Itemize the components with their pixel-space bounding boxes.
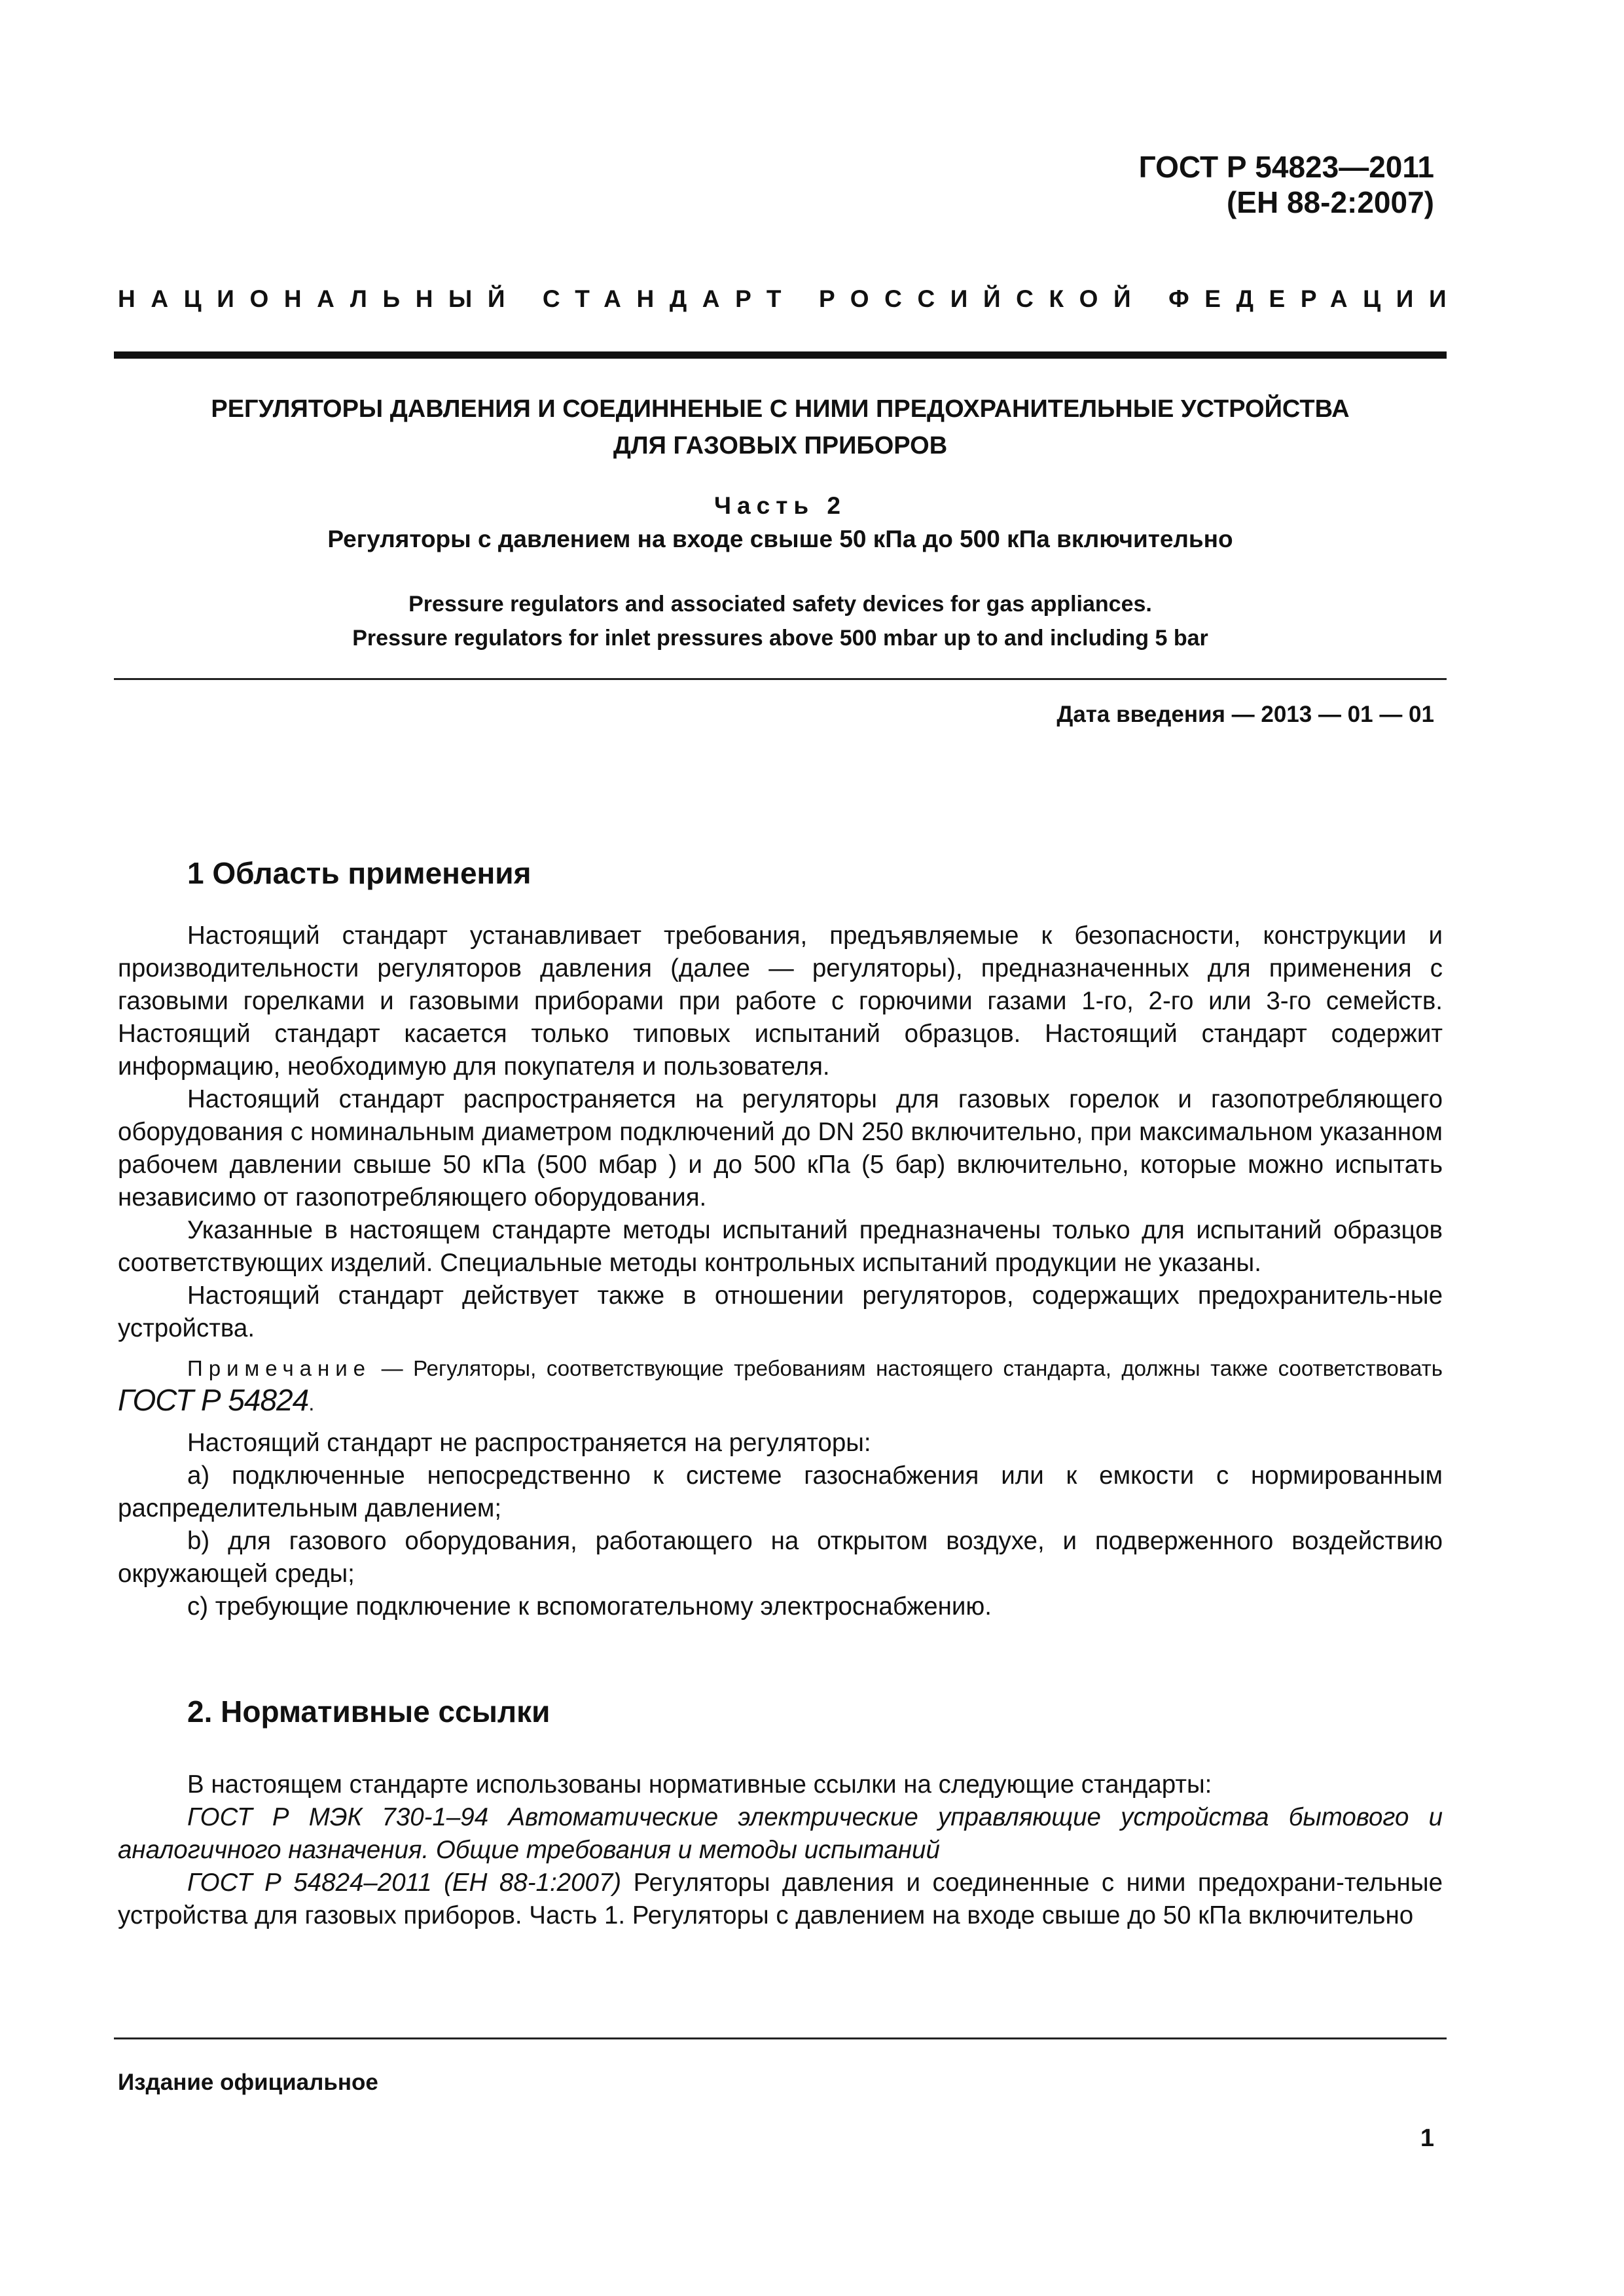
official-edition-label: Издание официальное <box>118 2070 378 2095</box>
document-designation <box>1139 149 1434 220</box>
note-label: Примечание <box>187 1356 372 1380</box>
footer-divider <box>114 2037 1447 2039</box>
note-end: . <box>308 1391 315 1415</box>
section-2-heading: 2. Нормативные ссылки <box>187 1695 550 1729</box>
english-title <box>114 587 1447 655</box>
section-2-paragraph-1: В настоящем стандарте использованы нормативные ссылки на следующие стандарты: <box>187 1770 1212 1799</box>
reference-1: ГОСТ Р МЭК 730-1–94 Автоматические электрические управляющие устройства бытового и аналогичного назначения. Общие требования и методы испытаний <box>118 1803 1443 1864</box>
reference-2 <box>118 1867 1443 1932</box>
section-2-body <box>118 1768 1443 1932</box>
introduction-date: Дата введения — 2013 — 01 — 01 <box>1056 702 1434 727</box>
title-line-2: ДЛЯ ГАЗОВЫХ ПРИБОРОВ <box>613 432 948 459</box>
gost-number: ГОСТ Р 54823—2011 <box>1138 150 1434 184</box>
title-divider <box>114 678 1447 680</box>
section-1-paragraph-3: Указанные в настоящем стандарте методы испытаний предназначены только для испытаний образцов соответствующих изделий. Специальные методы контрольных испытаний продукции не указаны. <box>118 1216 1443 1277</box>
part-label: Часть 2 <box>714 492 846 519</box>
section-1-paragraph-5: Настоящий стандарт не распространяется на регуляторы: <box>187 1429 871 1457</box>
en-number: (ЕН 88-2:2007) <box>1226 185 1434 219</box>
section-1-heading: 1 Область применения <box>187 856 532 890</box>
reference-2-code: ГОСТ Р 54824–2011 (ЕН 88-1:2007) <box>187 1869 622 1897</box>
list-item-a: а) подключенные непосредственно к системе газоснабжения или к емкости с нормированным распределительным давлением; <box>118 1462 1443 1522</box>
section-1-paragraph-1: Настоящий стандарт устанавливает требования, предъявляемые к безопасности, конструкции и производительности регуляторов давления (далее — регуляторы), предназначенных для применения с газовыми горелками и газовыми приборами при работе с горючими газами 1-го, 2-го или 3-го семейств. Настоящий стандарт касается только типовых испытаний образцов. Настоящий стандарт содержит информацию, необходимую для покупателя и пользователя. <box>118 922 1443 1081</box>
english-title-line-1: Pressure regulators and associated safety devices for gas appliances. <box>408 592 1152 617</box>
reference-2-text: Регуляторы давления и соединенные с ними предохрани-тельные устройства для газовых приборов. Часть 1. Регуляторы с давлением на входе свыше до 50 кПа включительно <box>118 1869 1443 1929</box>
document-title <box>114 391 1447 464</box>
note <box>118 1353 1443 1419</box>
title-line-1: РЕГУЛЯТОРЫ ДАВЛЕНИЯ И СОЕДИННЕНЫЕ С НИМИ ПРЕДОХРАНИТЕЛЬНЫЕ УСТРОЙСТВА <box>211 395 1350 423</box>
section-1-paragraph-2: Настоящий стандарт распространяется на регуляторы для газовых горелок и газопотребляющего оборудования с номинальным диаметром подключений до DN 250 включительно, при максимальном указанном рабочем давлении свыше 50 кПа (500 мбар ) и до 500 кПа (5 бар) включительно, которые можно испытать независимо от газопотребляющего оборудования. <box>118 1085 1443 1211</box>
list-item-b: b) для газового оборудования, работающего на открытом воздухе, и подверженного воздействию окружающей среды; <box>118 1527 1443 1588</box>
page-number: 1 <box>1420 2125 1434 2152</box>
part-title: Регуляторы с давлением на входе свыше 50 кПа до 500 кПа включительно <box>327 526 1233 552</box>
section-1-paragraph-4: Настоящий стандарт действует также в отношении регуляторов, содержащих предохранитель-ные устройства. <box>118 1282 1443 1342</box>
header-divider <box>114 351 1447 359</box>
note-reference: ГОСТ Р 54824 <box>118 1383 309 1417</box>
section-1-body <box>118 920 1443 1623</box>
national-standard-line: НАЦИОНАЛЬНЫЙ СТАНДАРТ РОССИЙСКОЙ ФЕДЕРАЦИИ <box>118 285 1462 312</box>
list-item-c: c) требующие подключение к вспомогательному электроснабжению. <box>187 1592 992 1621</box>
english-title-line-2: Pressure regulators for inlet pressures above 500 mbar up to and including 5 bar <box>352 626 1208 651</box>
note-text: — Регуляторы, соответствующие требованиям настоящего стандарта, должны также соответствовать <box>371 1356 1443 1380</box>
